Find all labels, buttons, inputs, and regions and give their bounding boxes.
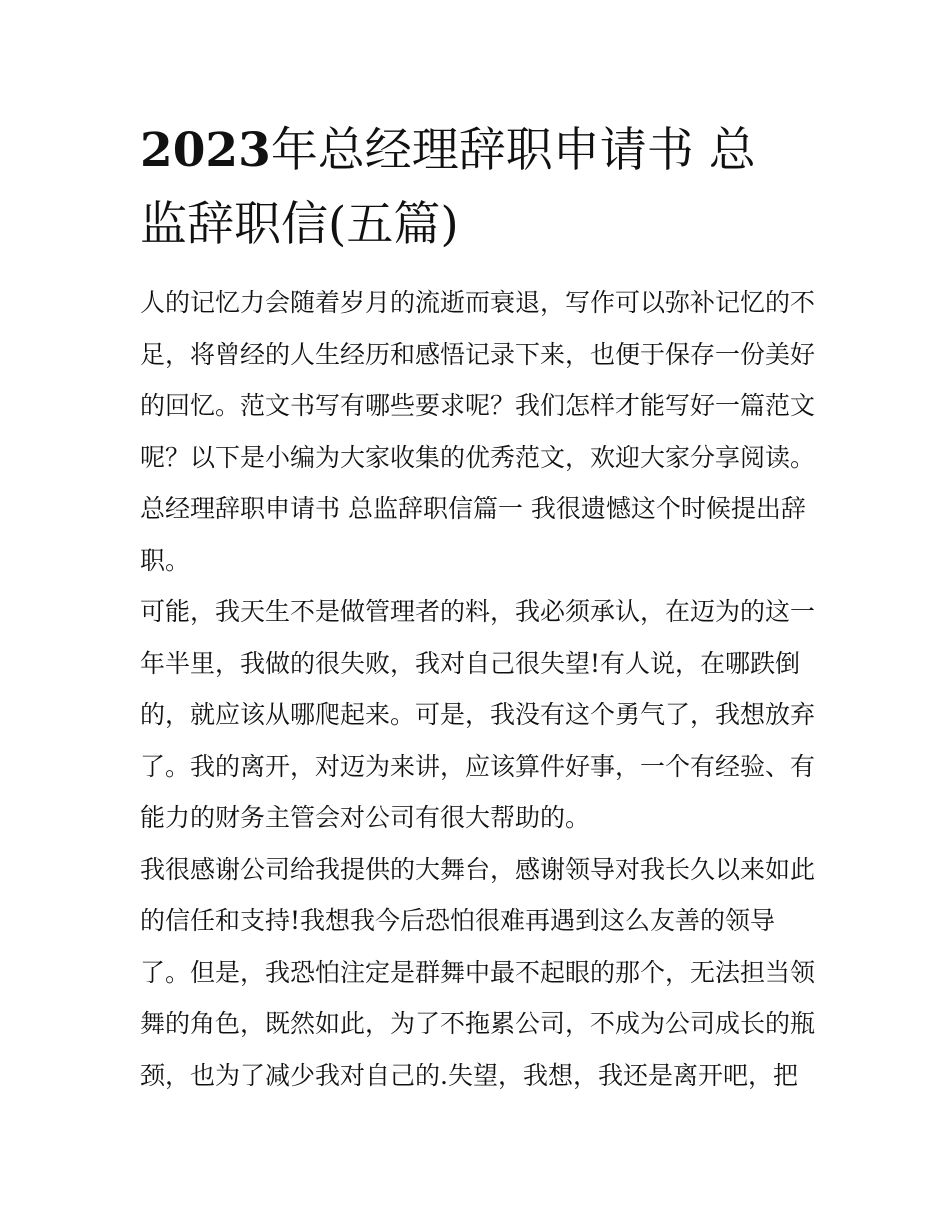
text-line: 总经理辞职申请书 总监辞职信篇一 我很遗憾这个时候提出辞 bbox=[140, 494, 806, 523]
text-line: 的回忆。范文书写有哪些要求呢？我们怎样才能写好一篇范文 bbox=[140, 391, 816, 420]
text-line: 足，将曾经的人生经历和感悟记录下来，也便于保存一份美好 bbox=[140, 339, 816, 369]
text-line: 舞的角色，既然如此，为了不拖累公司，不成为公司成长的瓶 bbox=[140, 1009, 816, 1038]
text-line: 呢？以下是小编为大家收集的优秀范文，欢迎大家分享阅读。 bbox=[140, 442, 816, 472]
document-title bbox=[140, 114, 820, 262]
paragraph-body-1 bbox=[140, 586, 815, 844]
text-line: 颈，也为了减少我对自己的.失望，我想，我还是离开吧，把 bbox=[140, 1060, 798, 1090]
text-line: 能力的财务主管会对公司有很大帮助的。 bbox=[140, 803, 591, 832]
text-line: 我很感谢公司给我提供的大舞台，感谢领导对我长久以来如此 bbox=[140, 854, 816, 884]
text-line: 的，就应该从哪爬起来。可是，我没有这个勇气了，我想放弃 bbox=[140, 700, 816, 729]
text-line: 了。但是，我恐怕注定是群舞中最不起眼的那个，无法担当领 bbox=[140, 957, 816, 987]
text-line: 可能，我天生不是做管理者的料，我必须承认，在迈为的这一 bbox=[140, 597, 816, 626]
paragraph-body-2 bbox=[140, 844, 815, 1102]
title-line-1-text: 年总经理辞职申请书 总 bbox=[270, 123, 756, 178]
paragraph-heading-1 bbox=[140, 483, 815, 586]
text-line: 的信任和支持!我想我今后恐怕很难再遇到这么友善的领导 bbox=[140, 906, 776, 935]
paragraph-intro bbox=[140, 277, 815, 483]
title-line-2: 监辞职信(五篇) bbox=[140, 197, 459, 252]
text-line: 人的记忆力会随着岁月的流逝而衰退，写作可以弥补记忆的不 bbox=[140, 288, 816, 317]
title-line-1 bbox=[140, 114, 820, 188]
title-year: 2023 bbox=[140, 123, 271, 178]
text-line: 职。 bbox=[140, 545, 191, 575]
text-line: 了。我的离开，对迈为来讲，应该算件好事，一个有经验、有 bbox=[140, 751, 816, 781]
document-body bbox=[140, 277, 815, 1101]
text-line: 年半里，我做的很失败，我对自己很失望!有人说，在哪跌倒 bbox=[140, 648, 801, 678]
